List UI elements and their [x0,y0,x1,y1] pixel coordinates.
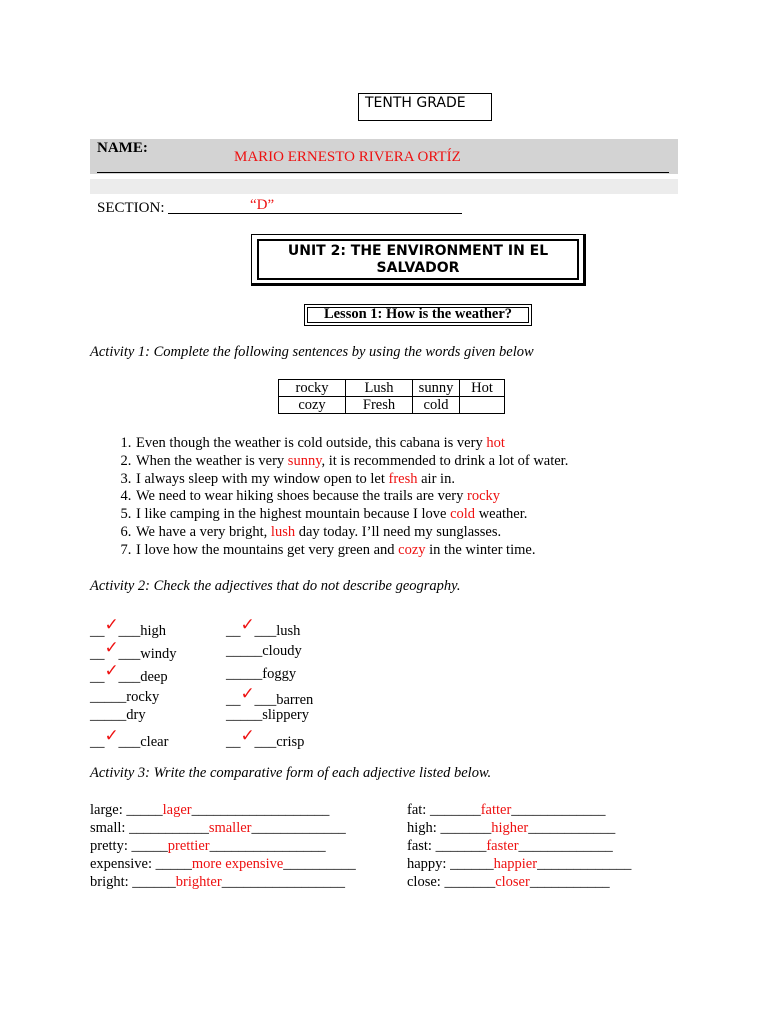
checkmark-icon: ✓ [240,615,255,635]
activity1-instruction: Activity 1: Complete the following sentences by using the words given below [90,344,534,360]
adjective-word: lush [276,623,301,639]
blank: ___________________ [191,802,330,818]
sentence-list [90,435,568,560]
word-bank-cell: Fresh [346,397,413,414]
comparative-item [407,802,606,819]
blank: __ [226,623,241,639]
word-bank-cell: Lush [346,380,413,397]
adjective-item[interactable] [90,689,159,706]
blank: ________________ [209,838,326,854]
comparative-item [407,838,613,855]
spacer-band [90,179,678,194]
activity3-instruction: Activity 3: Write the comparative form of each adjective listed below. [90,765,492,781]
lesson-title-box [304,304,532,326]
blank: __ [90,623,105,639]
sentence-item [135,453,568,471]
blank: _____ [90,689,127,705]
adjective-word: dry [126,707,146,723]
adjective-item[interactable] [90,726,169,751]
comparative-answer[interactable]: closer [495,874,530,890]
blank: _______ [440,820,492,836]
blank: _____ [226,666,263,682]
sentence-item [135,506,568,524]
blank: __ [226,734,241,750]
blank: ___ [118,734,141,750]
blank: _____________ [511,802,606,818]
sentence-text: I love how the mountains get very green and [136,541,399,558]
comparative-answer[interactable]: prettier [167,838,210,854]
sentence-answer[interactable]: sunny [287,452,322,469]
blank: _____ [226,643,263,659]
word-bank-row [279,397,505,414]
blank: __ [90,734,105,750]
sentence-text: Even though the weather is cold outside, this cabana is very [136,435,487,451]
checkmark-icon: ✓ [240,684,255,704]
comparative-answer[interactable]: more expensive [191,856,284,872]
lesson-title: Lesson 1: How is the weather? [323,306,513,322]
comparative-label: close: [407,874,445,890]
adjective-word: cloudy [262,643,302,659]
student-name[interactable]: MARIO ERNESTO RIVERA ORTÍZ [234,149,461,165]
checkmark-icon: ✓ [104,615,119,635]
sentence-item [135,435,568,453]
adjective-item[interactable] [226,666,296,683]
comparative-answer[interactable]: fatter [480,802,512,818]
sentence-item [135,488,568,506]
comparative-label: bright: [90,874,133,890]
section-underline [168,213,462,214]
checkmark-icon: ✓ [104,661,119,681]
blank: _____ [90,707,127,723]
blank: __________ [283,856,356,872]
sentence-text: When the weather is very [136,452,288,469]
sentence-item [135,524,568,542]
comparative-label: small: [90,820,130,836]
word-bank-row [279,380,505,397]
adjective-word: high [140,623,167,639]
adjective-item[interactable] [226,707,309,724]
comparative-label: fast: [407,838,436,854]
sentence-text: I always sleep with my window open to let [136,470,389,487]
sentence-item [135,471,568,489]
adjective-item[interactable] [226,643,302,660]
sentence-text: We need to wear hiking shoes because the trails are very [136,488,467,505]
name-label: NAME: [97,140,148,156]
adjective-item[interactable] [90,638,177,663]
blank: ______ [450,856,494,872]
unit-title: UNIT 2: THE ENVIRONMENT IN EL SALVADOR [257,239,579,280]
sentence-answer[interactable]: fresh [388,470,418,487]
word-bank-cell: Hot [460,380,505,397]
blank: ___ [254,734,277,750]
comparative-answer[interactable]: smaller [208,820,252,836]
grade-box: TENTH GRADE [358,93,492,121]
adjective-word: windy [140,646,177,662]
adjective-item[interactable] [226,684,314,709]
comparative-answer[interactable]: happier [493,856,538,872]
blank: _______ [444,874,496,890]
comparative-item [90,802,329,819]
adjective-word: clear [140,734,169,750]
blank: _______ [429,802,481,818]
blank: ___ [254,623,277,639]
comparative-label: happy: [407,856,451,872]
word-bank-cell: sunny [413,380,460,397]
checkmark-icon: ✓ [104,638,119,658]
sentence-text: air in. [417,470,455,487]
checkmark-icon: ✓ [240,726,255,746]
sentence-answer[interactable]: hot [486,435,505,451]
word-bank-table [278,379,505,414]
adjective-word: deep [140,669,168,685]
sentence-text: weather. [475,506,528,523]
blank: _______ [435,838,487,854]
adjective-item[interactable] [90,661,168,686]
adjective-word: slippery [262,707,309,723]
adjective-word: barren [276,692,314,708]
blank: ____________ [528,820,616,836]
blank: __ [90,646,105,662]
comparative-label: high: [407,820,441,836]
blank: ___________ [129,820,209,836]
comparative-answer[interactable]: higher [491,820,529,836]
word-bank-cell: cold [413,397,460,414]
comparative-item [407,874,610,891]
comparative-answer[interactable]: lager [162,802,192,818]
adjective-word: foggy [262,666,297,682]
comparative-item [407,856,631,873]
comparative-label: large: [90,802,127,818]
blank: ___________ [529,874,610,890]
sentence-text: We have a very bright, [136,523,271,540]
sentence-answer[interactable]: lush [270,523,296,540]
sentence-text: I like camping in the highest mountain because I love [136,506,451,523]
blank: __ [90,669,105,685]
activity2-instruction: Activity 2: Check the adjectives that do not describe geography. [90,578,461,594]
blank: _____________ [537,856,632,872]
sentence-answer[interactable]: cold [450,506,476,523]
blank: _____ [226,707,263,723]
comparative-item [90,874,345,891]
sentence-answer[interactable]: cozy [398,541,426,558]
section-value[interactable]: “D” [250,197,275,213]
adjective-item[interactable] [90,615,167,640]
adjective-item[interactable] [226,615,301,640]
section-label: SECTION: [97,200,165,216]
comparative-label: expensive: [90,856,156,872]
adjective-word: crisp [276,734,305,750]
blank: ___ [118,623,141,639]
blank: ___ [118,646,141,662]
blank: ______ [132,874,176,890]
sentence-text: day today. I’ll need my sunglasses. [295,523,502,540]
blank: _____ [131,838,168,854]
sentence-item [135,542,568,560]
blank: _________________ [221,874,345,890]
sentence-text: , it is recommended to drink a lot of water. [321,452,569,469]
comparative-item [90,820,346,837]
blank: _____ [126,802,163,818]
sentence-text: in the winter time. [425,541,536,558]
adjective-item[interactable] [90,707,146,724]
comparative-answer[interactable]: faster [486,838,519,854]
word-bank-cell: rocky [279,380,346,397]
comparative-item [90,856,356,873]
adjective-word: rocky [126,689,160,705]
blank: __ [226,692,241,708]
blank: _____________ [251,820,346,836]
word-bank-cell [460,397,505,414]
comparative-answer[interactable]: brighter [175,874,222,890]
word-bank-cell: cozy [279,397,346,414]
name-underline [97,172,669,173]
blank: ___ [254,692,277,708]
comparative-item [407,820,615,837]
comparative-label: pretty: [90,838,132,854]
comparative-label: fat: [407,802,430,818]
blank: _____________ [518,838,613,854]
checkmark-icon: ✓ [104,726,119,746]
comparative-item [90,838,326,855]
blank: ___ [118,669,141,685]
blank: _____ [155,856,192,872]
sentence-answer[interactable]: rocky [467,488,501,505]
adjective-item[interactable] [226,726,305,751]
